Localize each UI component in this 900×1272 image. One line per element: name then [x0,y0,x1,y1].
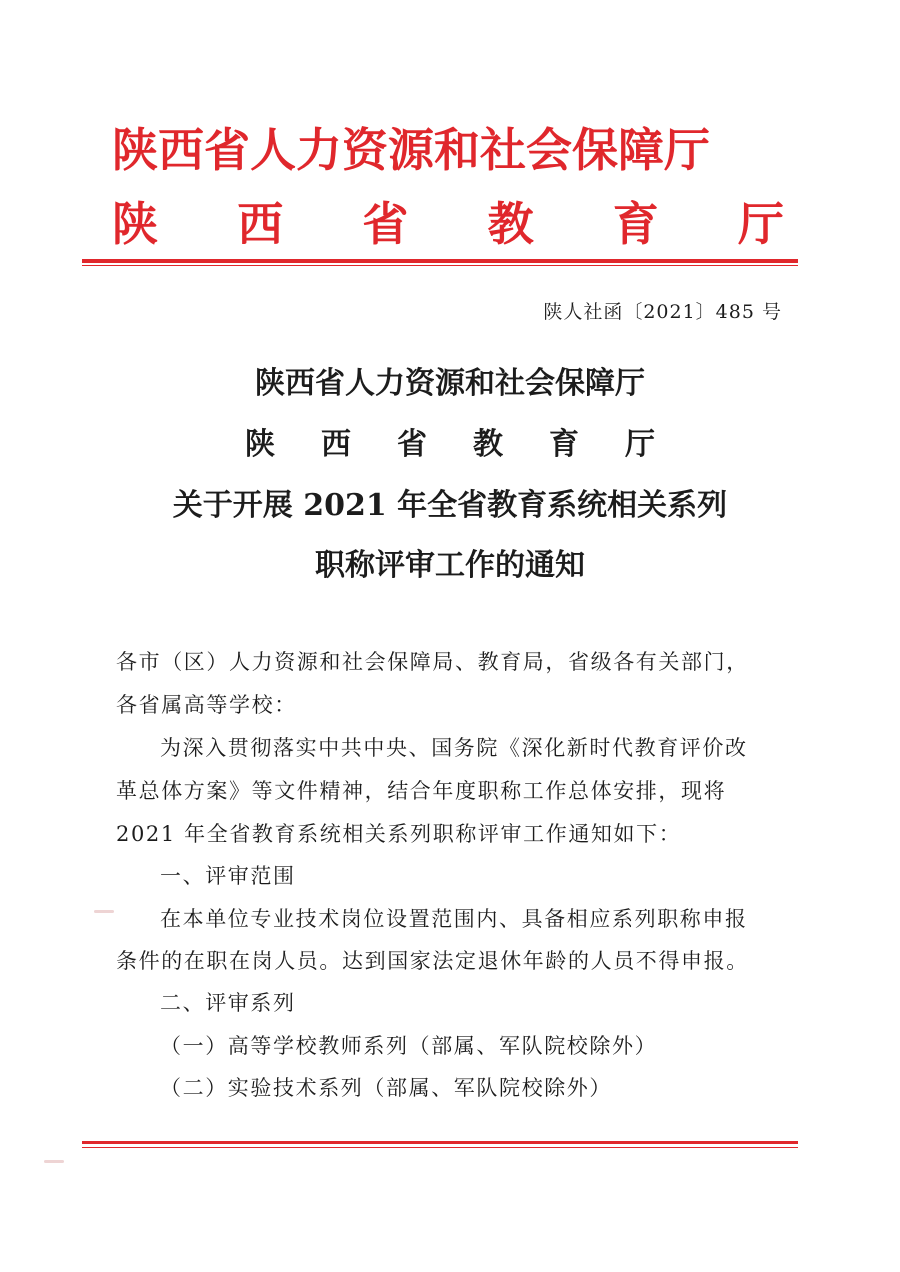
letterhead-rule-thin [82,265,798,266]
salutation-line-1: 各市（区）人力资源和社会保障局、教育局，省级各有关部门， [116,650,749,674]
title-line-1: 陕西省人力资源和社会保障厅 [255,366,645,401]
title-line-4: 职称评审工作的通知 [315,548,585,583]
scan-speck [94,910,114,913]
footer-rule-thick [82,1141,798,1144]
footer-rule-thin [82,1147,798,1148]
letterhead-char: 省 [362,197,409,251]
paragraph-2-line-1: 在本单位专业技术岗位设置范围内、具备相应系列职称申报 [160,907,748,931]
salutation-line-2: 各省属高等学校： [116,693,297,717]
paragraph-1-line-2: 革总体方案》等文件精神，结合年度职称工作总体安排，现将 [116,779,727,803]
paragraph-2-line-2: 条件的在职在岗人员。达到国家法定退休年龄的人员不得申报。 [116,949,749,973]
scan-speck [44,1160,64,1163]
letterhead-char: 陕 [112,197,158,251]
letterhead-char: 厅 [737,197,784,251]
letterhead-line-1: 陕西省人力资源和社会保障厅 [112,123,710,177]
letterhead-line-2 [112,196,784,252]
title-line-2: 陕西省教育厅 [245,427,701,462]
letterhead-rule-thick [82,259,798,263]
section-heading-1: 一、评审范围 [160,864,296,888]
paragraph-1-line-1: 为深入贯彻落实中共中央、国务院《深化新时代教育评价改 [160,736,748,760]
list-item-2: （二）实验技术系列（部属、军队院校除外） [160,1076,612,1100]
document-number: 陕人社函〔2021〕485 号 [543,301,782,323]
paragraph-1-line-3: 2021 年全省教育系统相关系列职称评审工作通知如下： [116,822,682,846]
title-line-3: 关于开展 2021 年全省教育系统相关系列 [172,488,728,523]
section-heading-2: 二、评审系列 [160,991,296,1015]
letterhead-char: 西 [237,197,284,251]
list-item-1: （一）高等学校教师系列（部属、军队院校除外） [160,1034,658,1058]
letterhead-char: 教 [487,197,534,251]
letterhead-char: 育 [612,197,659,251]
